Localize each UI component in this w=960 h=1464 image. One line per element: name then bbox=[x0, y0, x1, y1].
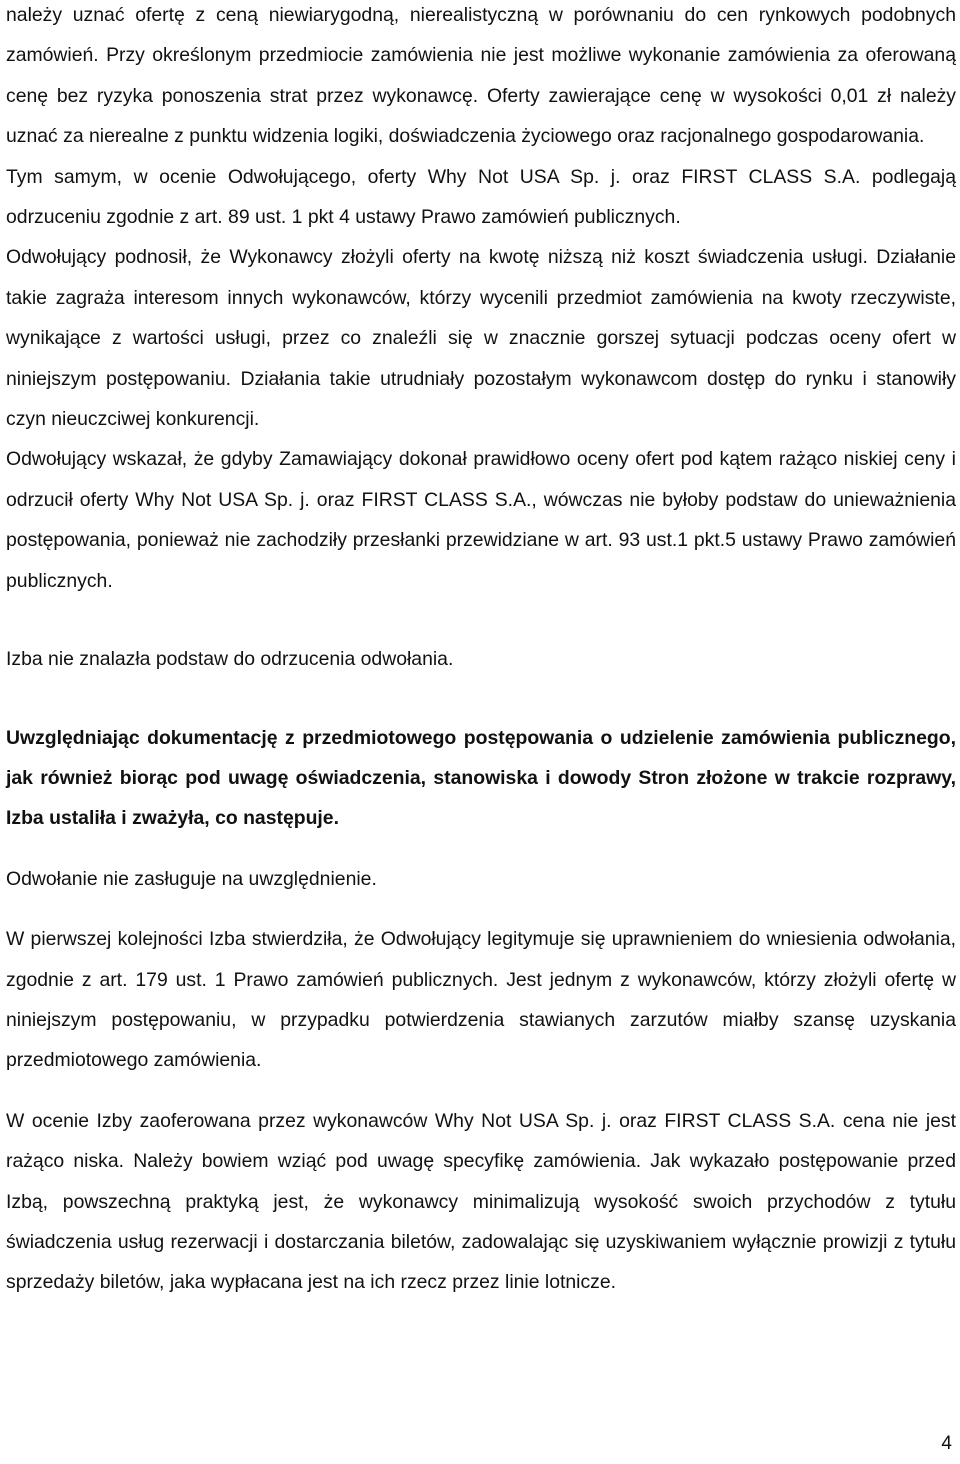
document-page bbox=[6, 0, 956, 1303]
paragraph-findings-heading: Uwzględniając dokumentację z przedmiotowego postępowania o udzielenie zamówienia publicznego, jak również biorąc pod uwagę oświadczenia, stanowiska i dowody Stron złożone w trakcie rozprawy, Izba ustaliła i zważyła, co następuje. bbox=[6, 726, 956, 830]
spacer bbox=[6, 839, 956, 859]
spacer bbox=[6, 680, 956, 718]
paragraph-no-grounds-to-reject: Izba nie znalazła podstaw do odrzucenia odwołania. bbox=[6, 648, 454, 671]
paragraph-offer-price: należy uznać ofertę z ceną niewiarygodną, nierealistyczną w porównaniu do cen rynkowych podobnych zamówień. Przy określonym przedmiocie zamówienia nie jest możliwe wykonanie zamówienia za oferowaną cenę bez ryzyka ponoszenia strat przez wykonawcę. Oferty zawierające cenę w wysokości 0,01 zł należy uznać za nierealne z punktu widzenia logiki, doświadczenia życiowego oraz racjonalnego gospodarowania. bbox=[6, 4, 956, 148]
spacer bbox=[6, 1081, 956, 1101]
page-number: 4 bbox=[941, 1433, 952, 1454]
paragraph-price-assessment: W ocenie Izby zaoferowana przez wykonawców Why Not USA Sp. j. oraz FIRST CLASS S.A. cena nie jest rażąco niska. Należy bowiem wziąć pod uwagę specyfikę zamówienia. Jak wykazało postępowanie przed Izbą, powszechną praktyką jest, że wykonawcy minimalizują wysokość swoich przychodów z tytułu świadczenia usług rezerwacji i dostarczania biletów, zadowalając się uzyskiwaniem wyłącznie prowizji z tytułu sprzedaży biletów, jaka wypłacana jest na ich rzecz przez linie lotnicze. bbox=[6, 1109, 956, 1294]
paragraph-cost-argument: Odwołujący podnosił, że Wykonawcy złożyli oferty na kwotę niższą niż koszt świadczenia usługi. Działanie takie zagraża interesom innych wykonawców, którzy wycenili przedmiot zamówienia na kwoty rzeczywiste, wynikające z wartości usługi, przez co znaleźli się w znacznie gorszej sytuacji podczas oceny ofert w niniejszym postępowaniu. Działania takie utrudniały pozostałym wykonawcom dostęp do rynku i stanowiły czyn nieuczciwej konkurencji. bbox=[6, 246, 956, 431]
paragraph-annulment-argument: Odwołujący wskazał, że gdyby Zamawiający dokonał prawidłowo oceny ofert pod kątem rażąco niskiej ceny i odrzucił oferty Why Not USA Sp. j. oraz FIRST CLASS S.A., wówczas nie byłoby podstaw do unieważnienia postępowania, ponieważ nie zachodziły przesłanki przewidziane w art. 93 ust.1 pkt.5 ustawy Prawo zamówień publicznych. bbox=[6, 448, 956, 592]
paragraph-rejection-basis: Tym samym, w ocenie Odwołującego, oferty Why Not USA Sp. j. oraz FIRST CLASS S.A. podlegają odrzuceniu zgodnie z art. 89 ust. 1 pkt 4 ustawy Prawo zamówień publicznych. bbox=[6, 165, 956, 229]
paragraph-appeal-dismissed: Odwołanie nie zasługuje na uwzględnienie. bbox=[6, 867, 377, 890]
spacer bbox=[6, 601, 956, 639]
paragraph-standing: W pierwszej kolejności Izba stwierdziła, że Odwołujący legitymuje się uprawnieniem do wniesienia odwołania, zgodnie z art. 179 ust. 1 Prawo zamówień publicznych. Jest jednym z wykonawców, którzy złożyli ofertę w niniejszym postępowaniu, w przypadku potwierdzenia stawianych zarzutów miałby szansę uzyskania przedmiotowego zamówienia. bbox=[6, 928, 956, 1072]
spacer bbox=[6, 899, 956, 919]
